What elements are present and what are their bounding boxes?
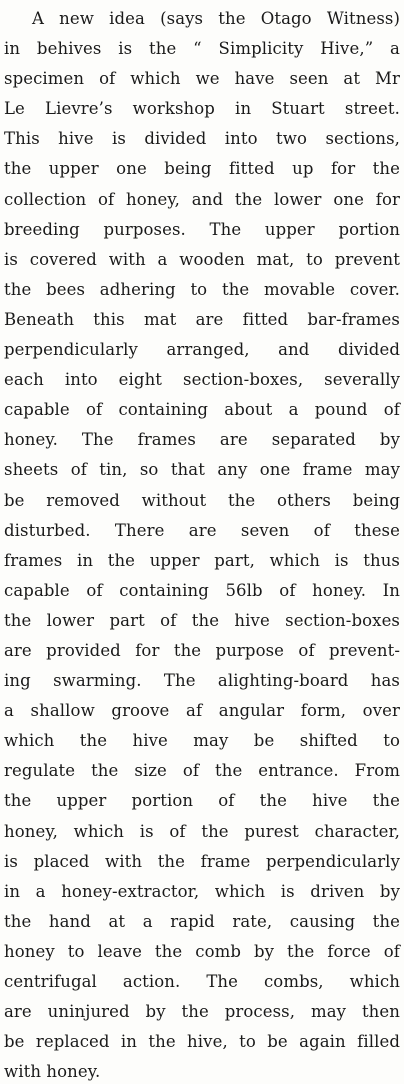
text-line: ing swarming. The alighting-board has — [4, 671, 400, 691]
text-line: which the hive may be shifted to — [4, 731, 400, 751]
text-line: perpendicularly arranged, and divided — [4, 340, 400, 360]
text-line: capable of containing about a pound of — [4, 400, 400, 420]
text-line: centrifugal action. The combs, which — [4, 972, 400, 991]
text-line: are uninjured by the process, may then — [4, 1002, 400, 1022]
text-line: specimen of which we have seen at Mr — [4, 69, 400, 89]
text-line: Le Lievre’s workshop in Stuart street. — [4, 99, 400, 119]
text-line: the upper one being fitted up for the — [4, 159, 400, 179]
text-line: is covered with a wooden mat, to prevent — [4, 249, 400, 269]
text-line: a shallow groove af angular form, over — [4, 701, 400, 721]
text-line: breeding purposes. The upper portion — [4, 219, 400, 239]
text-line: Beneath this mat are fitted bar-frames — [4, 309, 400, 329]
text-line: disturbed. There are seven of these — [4, 520, 400, 540]
text-line: capable of containing 56lb of honey. In — [4, 580, 400, 600]
text-line: in behives is the “ Simplicity Hive,” a — [4, 39, 400, 59]
text-line: honey. The frames are separated by — [4, 430, 400, 450]
text-line: are provided for the purpose of prevent- — [4, 640, 400, 660]
text-line: sheets of tin, so that any one frame may — [4, 460, 400, 480]
text-line: be replaced in the hive, to be again filled — [4, 1032, 400, 1052]
text-line: collection of honey, and the lower one for — [4, 189, 400, 209]
text-line: regulate the size of the entrance. From — [4, 761, 400, 781]
text-line: frames in the upper part, which is thus — [4, 550, 400, 570]
text-line: the hand at a rapid rate, causing the — [4, 911, 400, 931]
text-line: A new idea (says the Otago Witness) — [32, 9, 400, 28]
text-line: the upper portion of the hive the — [4, 791, 400, 811]
text-line: honey to leave the comb by the force of — [4, 941, 400, 961]
text-line: the bees adhering to the movable cover. — [4, 279, 400, 299]
text-line: with honey. — [4, 1062, 101, 1082]
article-column — [4, 4, 400, 1087]
text-line: each into eight section-boxes, severally — [4, 370, 400, 390]
text-line: the lower part of the hive section-boxes — [4, 610, 400, 630]
text-line: in a honey-extractor, which is driven by — [4, 881, 400, 901]
text-line: be removed without the others being — [4, 490, 400, 510]
text-line: This hive is divided into two sections, — [4, 129, 400, 149]
text-line: is placed with the frame perpendicularly — [4, 851, 400, 871]
text-line: honey, which is of the purest character, — [4, 821, 400, 841]
